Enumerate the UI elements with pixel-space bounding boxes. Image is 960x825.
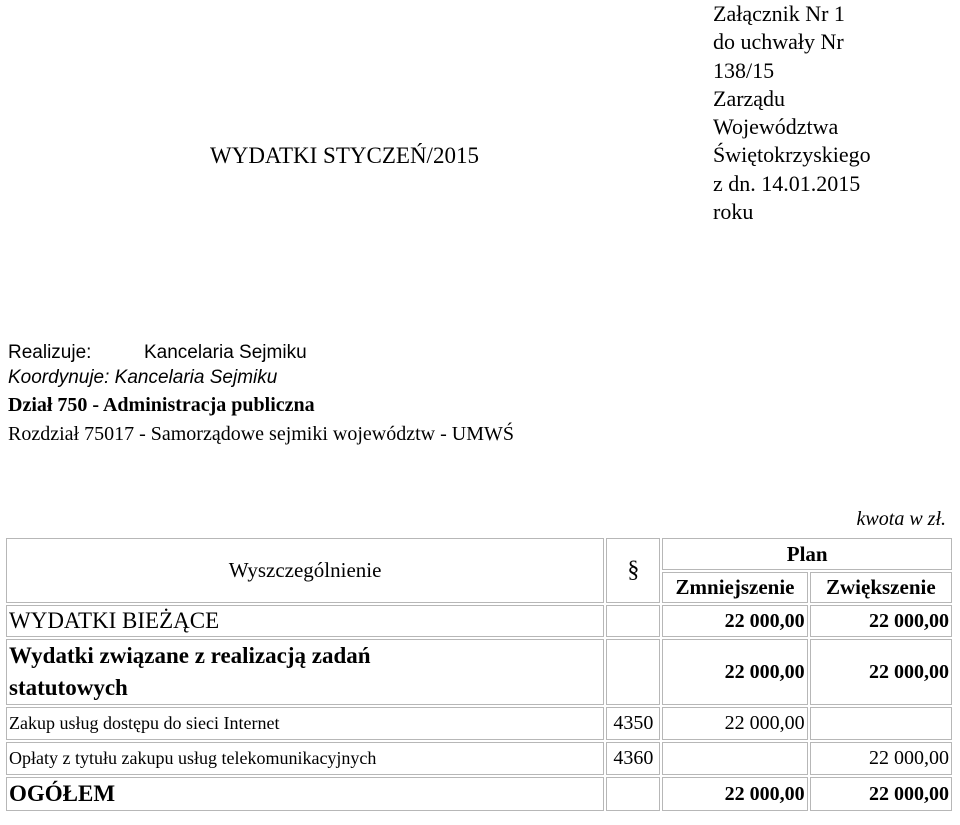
- attachment-line: Świętokrzyskiego: [713, 142, 871, 168]
- row-label: Zakup usług dostępu do sieci Internet: [6, 707, 604, 740]
- document-title: WYDATKI STYCZEŃ/2015: [210, 143, 479, 168]
- attachment-line: do uchwały Nr: [713, 29, 844, 55]
- attachment-line: z dn. 14.01.2015: [713, 170, 861, 196]
- koordynuje-line: Koordynuje: Kancelaria Sejmiku: [8, 367, 278, 388]
- row-decrease: [662, 742, 807, 775]
- row-label: Opłaty z tytułu zakupu usług telekomunikacyjnych: [6, 742, 604, 775]
- dzial-line: Dział 750 - Administracja publiczna: [8, 394, 315, 416]
- row-decrease: 22 000,00: [662, 777, 807, 811]
- attachment-line: roku: [713, 199, 754, 225]
- attachment-line: Zarządu: [713, 85, 786, 111]
- row-increase: 22 000,00: [810, 742, 952, 775]
- realizuje-label: Realizuje:: [8, 342, 92, 363]
- row-increase: 22 000,00: [810, 777, 952, 811]
- attachment-note: [713, 0, 953, 226]
- row-label-text: Wydatki związane z realizacją zadań statutowych: [9, 643, 371, 700]
- attachment-line: Załącznik Nr 1: [713, 1, 845, 26]
- row-paragraph: 4360: [606, 742, 660, 775]
- attachment-line: 138/15: [713, 57, 775, 83]
- row-increase: 22 000,00: [810, 639, 952, 705]
- row-paragraph: 4350: [606, 707, 660, 740]
- row-paragraph: [606, 605, 660, 637]
- table-row: [6, 707, 952, 740]
- realizuje-line: [8, 341, 307, 365]
- row-paragraph: [606, 639, 660, 705]
- column-header-increase: Zwiększenie: [810, 572, 952, 603]
- column-header-decrease: Zmniejszenie: [662, 572, 807, 603]
- row-decrease: 22 000,00: [662, 605, 807, 637]
- budget-table: [4, 536, 954, 813]
- column-header-plan: Plan: [662, 538, 952, 570]
- table-row: [6, 777, 952, 811]
- row-increase: [810, 707, 952, 740]
- rozdzial-line: Rozdział 75017 - Samorządowe sejmiki województw - UMWŚ: [8, 423, 515, 445]
- table-header-row: [6, 538, 952, 570]
- row-decrease: 22 000,00: [662, 639, 807, 705]
- column-header-description: Wyszczególnienie: [6, 538, 604, 603]
- table-row: [6, 639, 952, 705]
- row-label: WYDATKI BIEŻĄCE: [6, 605, 604, 637]
- row-increase: 22 000,00: [810, 605, 952, 637]
- row-label: OGÓŁEM: [6, 777, 604, 811]
- row-decrease: 22 000,00: [662, 707, 807, 740]
- amount-unit: kwota w zł.: [856, 508, 946, 530]
- table-row: [6, 742, 952, 775]
- row-label: [6, 639, 604, 705]
- realizuje-value: Kancelaria Sejmiku: [144, 342, 307, 363]
- attachment-line: Województwa: [713, 114, 839, 140]
- row-paragraph: [606, 777, 660, 811]
- table-row: [6, 605, 952, 637]
- column-header-paragraph: §: [606, 538, 660, 603]
